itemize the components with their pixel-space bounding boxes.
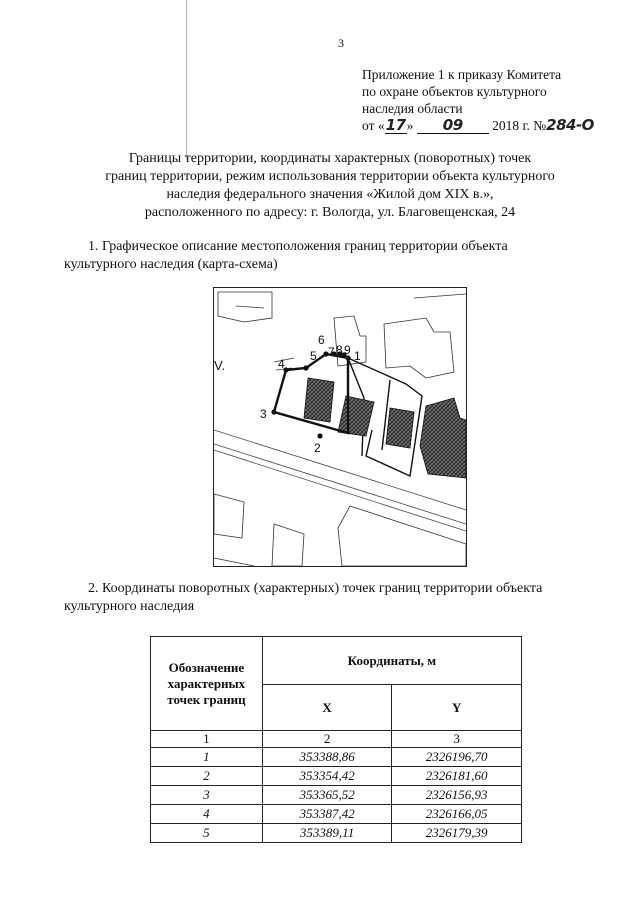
section-1-heading bbox=[64, 238, 598, 274]
section-2-heading bbox=[64, 580, 598, 616]
x-cell: 353388,86 bbox=[262, 748, 392, 767]
document-title bbox=[60, 150, 600, 222]
scan-crease-line bbox=[186, 0, 187, 160]
y-cell: 2326166,05 bbox=[392, 805, 522, 824]
date-prefix: от « bbox=[362, 118, 385, 133]
point-label-7: 7 bbox=[328, 345, 335, 359]
boundary-map bbox=[213, 287, 467, 567]
date-month: 09 bbox=[417, 118, 489, 134]
title-line-2: границ территории, режим использования территории объекта культурного bbox=[105, 169, 555, 184]
order-number: 284-О bbox=[546, 116, 594, 134]
point-cell: 5 bbox=[151, 824, 263, 843]
point-label-9: 9 bbox=[344, 343, 351, 357]
appendix-header bbox=[362, 66, 622, 134]
header-line-2: по охране объектов культурного bbox=[362, 84, 547, 99]
x-cell: 353389,11 bbox=[262, 824, 392, 843]
header-x: X bbox=[262, 685, 392, 731]
table-row bbox=[151, 805, 522, 824]
table-row bbox=[151, 786, 522, 805]
y-cell: 2326196,70 bbox=[392, 748, 522, 767]
point-label-5: 5 bbox=[310, 349, 317, 363]
point-label-2: 2 bbox=[314, 441, 321, 455]
header-coordinates: Координаты, м bbox=[262, 637, 521, 685]
point-cell: 2 bbox=[151, 767, 263, 786]
index-cell: 2 bbox=[262, 731, 392, 748]
title-line-4: расположенного по адресу: г. Вологда, ул. Благовещенская, 24 bbox=[144, 205, 516, 220]
section-1-line-1: 1. Графическое описание местоположения границ территории объекта bbox=[88, 239, 508, 254]
point-cell: 1 bbox=[151, 748, 263, 767]
index-cell: 3 bbox=[392, 731, 522, 748]
table-row bbox=[151, 748, 522, 767]
title-line-1: Границы территории, координаты характерных (поворотных) точек bbox=[128, 151, 532, 166]
point-label-3: 3 bbox=[260, 407, 267, 421]
coordinates-table bbox=[150, 636, 522, 843]
header-point-designation: Обозначение характерных точек границ bbox=[151, 637, 263, 731]
title-line-3: наследия федерального значения «Жилой дом XIX в.», bbox=[166, 187, 494, 202]
y-cell: 2326179,39 bbox=[392, 824, 522, 843]
header-line-1: Приложение 1 к приказу Комитета bbox=[362, 67, 562, 82]
date-year: 2018 г. № bbox=[492, 118, 547, 133]
point-cell: 4 bbox=[151, 805, 263, 824]
map-side-label: V. bbox=[214, 358, 226, 373]
section-2-line-1: 2. Координаты поворотных (характерных) точек границ территории объекта bbox=[88, 581, 543, 596]
table-index-row bbox=[151, 731, 522, 748]
date-day: 17 bbox=[385, 116, 406, 134]
x-cell: 353387,42 bbox=[262, 805, 392, 824]
table-row bbox=[151, 824, 522, 843]
x-cell: 353365,52 bbox=[262, 786, 392, 805]
point-label-1: 1 bbox=[354, 349, 361, 363]
point-label-8: 8 bbox=[336, 343, 343, 357]
header-y: Y bbox=[392, 685, 522, 731]
point-label-4: 4 bbox=[278, 357, 285, 371]
y-cell: 2326181,60 bbox=[392, 767, 522, 786]
section-2-line-2: культурного наследия bbox=[64, 599, 195, 614]
date-mid: » bbox=[406, 118, 414, 133]
y-cell: 2326156,93 bbox=[392, 786, 522, 805]
index-cell: 1 bbox=[151, 731, 263, 748]
page-number: 3 bbox=[338, 36, 344, 50]
section-1-line-2: культурного наследия (карта-схема) bbox=[64, 257, 278, 272]
point-cell: 3 bbox=[151, 786, 263, 805]
table-row bbox=[151, 767, 522, 786]
x-cell: 353354,42 bbox=[262, 767, 392, 786]
header-date-line bbox=[362, 117, 622, 134]
header-line-3: наследия области bbox=[362, 101, 463, 116]
point-label-6: 6 bbox=[318, 333, 325, 347]
